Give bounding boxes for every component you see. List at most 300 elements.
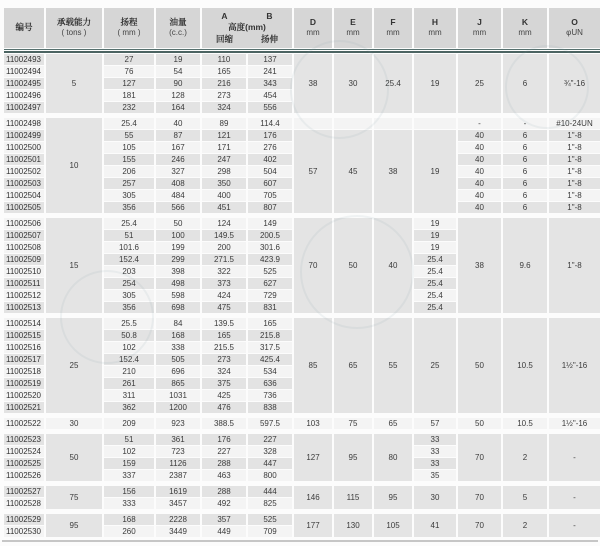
- spec-cell: 232: [104, 102, 154, 113]
- spec-cell: 168: [104, 514, 154, 525]
- spec-cell: 165: [202, 330, 246, 341]
- spec-cell: 155: [104, 154, 154, 165]
- spec-cell: 260: [104, 526, 154, 537]
- spec-cell: 40: [458, 130, 501, 141]
- spec-cell: 25.4: [414, 254, 456, 265]
- spec-cell: 343: [248, 78, 292, 89]
- spec-cell: 398: [156, 266, 200, 277]
- spec-cell: 1"-8: [549, 166, 600, 177]
- spec-cell: 831: [248, 302, 292, 313]
- spec-cell: 40: [374, 218, 412, 313]
- group-gap: [4, 510, 600, 513]
- part-number-cell: 11002520: [4, 390, 44, 401]
- part-number-cell: 11002512: [4, 290, 44, 301]
- spec-cell: [414, 118, 456, 129]
- table-row: [4, 418, 600, 429]
- spec-cell: 156: [104, 486, 154, 497]
- part-number-cell: 11002504: [4, 190, 44, 201]
- spec-cell: 2: [503, 434, 547, 481]
- spec-cell: 5: [46, 54, 102, 113]
- spec-cell: 90: [156, 78, 200, 89]
- spec-cell: 65: [334, 318, 372, 413]
- header-divider-rule: [4, 49, 600, 53]
- spec-cell: -: [549, 486, 600, 509]
- spec-cell: 424: [202, 290, 246, 301]
- part-number-cell: 11002511: [4, 278, 44, 289]
- spec-cell: 87: [156, 130, 200, 141]
- spec-cell: 597.5: [248, 418, 292, 429]
- spec-cell: 324: [202, 102, 246, 113]
- spec-cell: 89: [202, 118, 246, 129]
- part-number-cell: 11002506: [4, 218, 44, 229]
- spec-cell: 75: [46, 486, 102, 509]
- spec-cell: 800: [248, 470, 292, 481]
- spec-cell: 70: [294, 218, 332, 313]
- spec-cell: 838: [248, 402, 292, 413]
- part-number-cell: 11002499: [4, 130, 44, 141]
- spec-cell: 70: [458, 486, 501, 509]
- part-number-cell: 11002526: [4, 470, 44, 481]
- spec-cell: 164: [156, 102, 200, 113]
- spec-cell: 6: [503, 142, 547, 153]
- spec-cell: 636: [248, 378, 292, 389]
- spec-cell: 6: [503, 190, 547, 201]
- spec-cell: 475: [202, 302, 246, 313]
- spec-cell: 1200: [156, 402, 200, 413]
- spec-cell: -: [549, 514, 600, 537]
- spec-cell: 124: [202, 218, 246, 229]
- spec-cell: 40: [458, 166, 501, 177]
- part-number-cell: 11002508: [4, 242, 44, 253]
- spec-cell: -: [503, 118, 547, 129]
- col-header-h: H mm: [414, 8, 456, 48]
- group-gap: [4, 314, 600, 317]
- part-number-cell: 11002497: [4, 102, 44, 113]
- spec-cell: 50: [46, 434, 102, 481]
- table-row: [4, 514, 600, 525]
- spec-cell: 102: [104, 342, 154, 353]
- spec-cell: 9.6: [503, 218, 547, 313]
- spec-cell: 70: [458, 514, 501, 537]
- spec-cell: 38: [374, 130, 412, 213]
- part-number-cell: 11002519: [4, 378, 44, 389]
- spec-cell: 19: [414, 242, 456, 253]
- spec-cell: 298: [202, 166, 246, 177]
- part-number-cell: 11002513: [4, 302, 44, 313]
- spec-cell: 200.5: [248, 230, 292, 241]
- spec-cell: 3457: [156, 498, 200, 509]
- spec-cell: 736: [248, 390, 292, 401]
- spec-cell: 525: [248, 266, 292, 277]
- col-header-e: E mm: [334, 8, 372, 48]
- spec-cell: 276: [248, 142, 292, 153]
- part-number-cell: 11002507: [4, 230, 44, 241]
- spec-cell: 357: [202, 514, 246, 525]
- part-number-cell: 11002510: [4, 266, 44, 277]
- part-number-cell: 11002498: [4, 118, 44, 129]
- spec-cell: 425.4: [248, 354, 292, 365]
- spec-cell: 807: [248, 202, 292, 213]
- spec-cell: 317.5: [248, 342, 292, 353]
- col-header-capacity: 承载能力 ( tons ): [46, 8, 102, 48]
- spec-cell: 19: [156, 54, 200, 65]
- col-header-extended: 扬伸: [260, 33, 278, 44]
- spec-cell: 215.5: [202, 342, 246, 353]
- part-number-cell: 11002518: [4, 366, 44, 377]
- spec-cell: 6: [503, 178, 547, 189]
- spec-cell: 1"-8: [549, 130, 600, 141]
- spec-cell: 149: [248, 218, 292, 229]
- spec-cell: 25.4: [374, 54, 412, 113]
- col-header-j: J mm: [458, 8, 501, 48]
- part-number-cell: 11002493: [4, 54, 44, 65]
- spec-cell: 449: [202, 526, 246, 537]
- part-number-cell: 11002524: [4, 446, 44, 457]
- col-header-height: [202, 8, 292, 48]
- spec-cell: 25: [458, 54, 501, 113]
- spec-cell: 729: [248, 290, 292, 301]
- spec-cell: 607: [248, 178, 292, 189]
- spec-cell: 25: [414, 318, 456, 413]
- spec-cell: 57: [294, 130, 332, 213]
- spec-cell: 451: [202, 202, 246, 213]
- col-header-b: B: [266, 11, 273, 22]
- spec-cell: 1"-8: [549, 202, 600, 213]
- spec-cell: 40: [458, 142, 501, 153]
- spec-cell: 566: [156, 202, 200, 213]
- spec-cell: -: [458, 118, 501, 129]
- spec-cell: 1"-8: [549, 218, 600, 313]
- spec-cell: 30: [414, 486, 456, 509]
- spec-cell: 206: [104, 166, 154, 177]
- spec-cell: 328: [248, 446, 292, 457]
- spec-cell: 356: [104, 302, 154, 313]
- spec-cell: 149.5: [202, 230, 246, 241]
- spec-cell: 273: [202, 90, 246, 101]
- spec-cell: 447: [248, 458, 292, 469]
- part-number-cell: 11002529: [4, 514, 44, 525]
- part-number-cell: 11002525: [4, 458, 44, 469]
- spec-cell: 25: [46, 318, 102, 413]
- spec-table-header: [4, 8, 600, 48]
- spec-cell: 70: [458, 434, 501, 481]
- part-number-cell: 11002496: [4, 90, 44, 101]
- part-number-cell: 11002494: [4, 66, 44, 77]
- spec-cell: 51: [104, 230, 154, 241]
- part-number-cell: 11002528: [4, 498, 44, 509]
- spec-cell: 41: [414, 514, 456, 537]
- spec-cell: 95: [334, 434, 372, 481]
- spec-cell: 38: [294, 54, 332, 113]
- spec-cell: 254: [104, 278, 154, 289]
- spec-cell: 19: [414, 218, 456, 229]
- spec-cell: 3449: [156, 526, 200, 537]
- spec-cell: 257: [104, 178, 154, 189]
- spec-cell: 15: [46, 218, 102, 313]
- spec-cell: 168: [156, 330, 200, 341]
- spec-cell: 696: [156, 366, 200, 377]
- spec-cell: 33: [414, 458, 456, 469]
- spec-cell: 322: [202, 266, 246, 277]
- spec-cell: [294, 118, 332, 129]
- spec-cell: 51: [104, 434, 154, 445]
- spec-cell: 301.6: [248, 242, 292, 253]
- group-gap: [4, 482, 600, 485]
- spec-cell: 105: [104, 142, 154, 153]
- spec-cell: 25.5: [104, 318, 154, 329]
- spec-cell: 556: [248, 102, 292, 113]
- table-row: [4, 118, 600, 129]
- spec-cell: 181: [104, 90, 154, 101]
- col-header-retracted: 回缩: [215, 33, 233, 44]
- spec-cell: 375: [202, 378, 246, 389]
- spec-cell: 1"-8: [549, 190, 600, 201]
- spec-cell: 30: [46, 418, 102, 429]
- col-header-a: A: [221, 11, 228, 22]
- spec-cell: 114.4: [248, 118, 292, 129]
- spec-cell: 1½"-16: [549, 418, 600, 429]
- spec-cell: 19: [414, 130, 456, 213]
- spec-cell: 115: [334, 486, 372, 509]
- part-number-cell: 11002495: [4, 78, 44, 89]
- spec-cell: 209: [104, 418, 154, 429]
- spec-cell: 227: [248, 434, 292, 445]
- spec-cell: 55: [104, 130, 154, 141]
- spec-cell: 33: [414, 434, 456, 445]
- spec-cell: 25.4: [104, 218, 154, 229]
- spec-cell: 30: [334, 54, 372, 113]
- spec-cell: 2: [503, 514, 547, 537]
- part-number-cell: 11002509: [4, 254, 44, 265]
- spec-cell: 498: [156, 278, 200, 289]
- spec-cell: 176: [248, 130, 292, 141]
- spec-cell: 598: [156, 290, 200, 301]
- spec-cell: 6: [503, 154, 547, 165]
- spec-cell: 423.9: [248, 254, 292, 265]
- spec-cell: 5: [503, 486, 547, 509]
- spec-cell: 139.5: [202, 318, 246, 329]
- spec-cell: 327: [156, 166, 200, 177]
- group-gap: [4, 430, 600, 433]
- spec-cell: -: [549, 434, 600, 481]
- spec-cell: 40: [458, 178, 501, 189]
- spec-cell: 10.5: [503, 318, 547, 413]
- spec-cell: 167: [156, 142, 200, 153]
- part-number-cell: 11002503: [4, 178, 44, 189]
- spec-cell: 65: [374, 418, 412, 429]
- spec-cell: 705: [248, 190, 292, 201]
- spec-cell: 373: [202, 278, 246, 289]
- spec-cell: 85: [294, 318, 332, 413]
- spec-cell: 152.4: [104, 254, 154, 265]
- spec-cell: 273: [202, 354, 246, 365]
- spec-cell: 1619: [156, 486, 200, 497]
- spec-cell: 176: [202, 434, 246, 445]
- spec-cell: 100: [156, 230, 200, 241]
- spec-cell: 177: [294, 514, 332, 537]
- spec-cell: 101.6: [104, 242, 154, 253]
- spec-cell: 923: [156, 418, 200, 429]
- spec-cell: 19: [414, 54, 456, 113]
- spec-cell: 40: [458, 202, 501, 213]
- part-number-cell: 11002505: [4, 202, 44, 213]
- spec-cell: 333: [104, 498, 154, 509]
- spec-cell: 152.4: [104, 354, 154, 365]
- spec-cell: 288: [202, 458, 246, 469]
- spec-cell: 57: [414, 418, 456, 429]
- spec-cell: 1½"-16: [549, 318, 600, 413]
- table-row: [4, 54, 600, 65]
- spec-cell: 311: [104, 390, 154, 401]
- part-number-cell: 11002514: [4, 318, 44, 329]
- part-number-cell: 11002522: [4, 418, 44, 429]
- spec-cell: 55: [374, 318, 412, 413]
- spec-cell: 50: [458, 318, 501, 413]
- spec-cell: 476: [202, 402, 246, 413]
- spec-cell: 271.5: [202, 254, 246, 265]
- spec-cell: 25.4: [104, 118, 154, 129]
- spec-cell: 709: [248, 526, 292, 537]
- spec-cell: 200: [202, 242, 246, 253]
- spec-cell: 103: [294, 418, 332, 429]
- part-number-cell: 11002530: [4, 526, 44, 537]
- spec-cell: 215.8: [248, 330, 292, 341]
- part-number-cell: 11002517: [4, 354, 44, 365]
- part-number-cell: 11002502: [4, 166, 44, 177]
- spec-cell: 492: [202, 498, 246, 509]
- spec-cell: 45: [334, 130, 372, 213]
- spec-cell: 54: [156, 66, 200, 77]
- spec-cell: 50.8: [104, 330, 154, 341]
- spec-cell: 388.5: [202, 418, 246, 429]
- spec-cell: 444: [248, 486, 292, 497]
- spec-cell: #10-24UN: [549, 118, 600, 129]
- spec-cell: 95: [46, 514, 102, 537]
- spec-cell: [334, 118, 372, 129]
- spec-cell: 525: [248, 514, 292, 525]
- spec-cell: 10.5: [503, 418, 547, 429]
- spec-cell: 1031: [156, 390, 200, 401]
- col-header-part-number: 编号: [4, 8, 44, 48]
- spec-cell: 127: [294, 434, 332, 481]
- spec-cell: 33: [414, 446, 456, 457]
- spec-cell: 25.4: [414, 290, 456, 301]
- spec-cell: 6: [503, 54, 547, 113]
- part-number-cell: 11002523: [4, 434, 44, 445]
- spec-cell: 159: [104, 458, 154, 469]
- spec-cell: 121: [202, 130, 246, 141]
- col-header-height-label: 高度(mm): [228, 22, 266, 33]
- spec-cell: 504: [248, 166, 292, 177]
- spec-cell: 338: [156, 342, 200, 353]
- col-header-f: F mm: [374, 8, 412, 48]
- spec-cell: 425: [202, 390, 246, 401]
- spec-cell: 723: [156, 446, 200, 457]
- spec-cell: 6: [503, 166, 547, 177]
- spec-cell: 484: [156, 190, 200, 201]
- spec-table-body: [4, 49, 600, 537]
- part-number-cell: 11002521: [4, 402, 44, 413]
- spec-cell: 288: [202, 486, 246, 497]
- spec-cell: 25.4: [414, 302, 456, 313]
- spec-cell: 165: [202, 66, 246, 77]
- spec-cell: 40: [156, 118, 200, 129]
- spec-cell: 19: [414, 230, 456, 241]
- group-gap: [4, 114, 600, 117]
- part-number-cell: 11002501: [4, 154, 44, 165]
- spec-table: [2, 7, 600, 538]
- spec-cell: 35: [414, 470, 456, 481]
- spec-cell: 199: [156, 242, 200, 253]
- spec-cell: 865: [156, 378, 200, 389]
- spec-cell: 210: [104, 366, 154, 377]
- table-row: [4, 434, 600, 445]
- spec-cell: 130: [334, 514, 372, 537]
- table-row: [4, 218, 600, 229]
- spec-cell: 305: [104, 290, 154, 301]
- spec-cell: 76: [104, 66, 154, 77]
- spec-cell: 50: [334, 218, 372, 313]
- spec-cell: 299: [156, 254, 200, 265]
- spec-cell: 84: [156, 318, 200, 329]
- spec-cell: 25.4: [414, 278, 456, 289]
- spec-cell: 80: [374, 434, 412, 481]
- spec-cell: 241: [248, 66, 292, 77]
- spec-cell: 146: [294, 486, 332, 509]
- spec-cell: 400: [202, 190, 246, 201]
- spec-cell: 246: [156, 154, 200, 165]
- spec-cell: 305: [104, 190, 154, 201]
- spec-cell: 165: [248, 318, 292, 329]
- spec-cell: 698: [156, 302, 200, 313]
- spec-cell: 102: [104, 446, 154, 457]
- spec-cell: 216: [202, 78, 246, 89]
- spec-cell: 10: [46, 118, 102, 213]
- spec-cell: 1"-8: [549, 178, 600, 189]
- spec-cell: 110: [202, 54, 246, 65]
- table-row: [4, 318, 600, 329]
- spec-cell: 95: [374, 486, 412, 509]
- spec-cell: 40: [458, 190, 501, 201]
- spec-cell: 2387: [156, 470, 200, 481]
- spec-cell: 627: [248, 278, 292, 289]
- spec-cell: 50: [458, 418, 501, 429]
- spec-cell: 247: [202, 154, 246, 165]
- spec-cell: 27: [104, 54, 154, 65]
- part-number-cell: 11002527: [4, 486, 44, 497]
- col-header-oil: 油量 (c.c.): [156, 8, 200, 48]
- spec-cell: 137: [248, 54, 292, 65]
- spec-cell: 38: [458, 218, 501, 313]
- spec-cell: 402: [248, 154, 292, 165]
- spec-cell: 128: [156, 90, 200, 101]
- spec-cell: 50: [156, 218, 200, 229]
- col-header-lift: 扬程 ( mm ): [104, 8, 154, 48]
- part-number-cell: 11002516: [4, 342, 44, 353]
- table-row: [4, 486, 600, 497]
- spec-cell: 40: [458, 154, 501, 165]
- part-number-cell: 11002500: [4, 142, 44, 153]
- part-number-cell: 11002515: [4, 330, 44, 341]
- spec-cell: 337: [104, 470, 154, 481]
- spec-cell: ¾"-16: [549, 54, 600, 113]
- spec-cell: 454: [248, 90, 292, 101]
- spec-cell: 1126: [156, 458, 200, 469]
- spec-cell: [374, 118, 412, 129]
- spec-cell: 505: [156, 354, 200, 365]
- spec-cell: 2228: [156, 514, 200, 525]
- group-gap: [4, 414, 600, 417]
